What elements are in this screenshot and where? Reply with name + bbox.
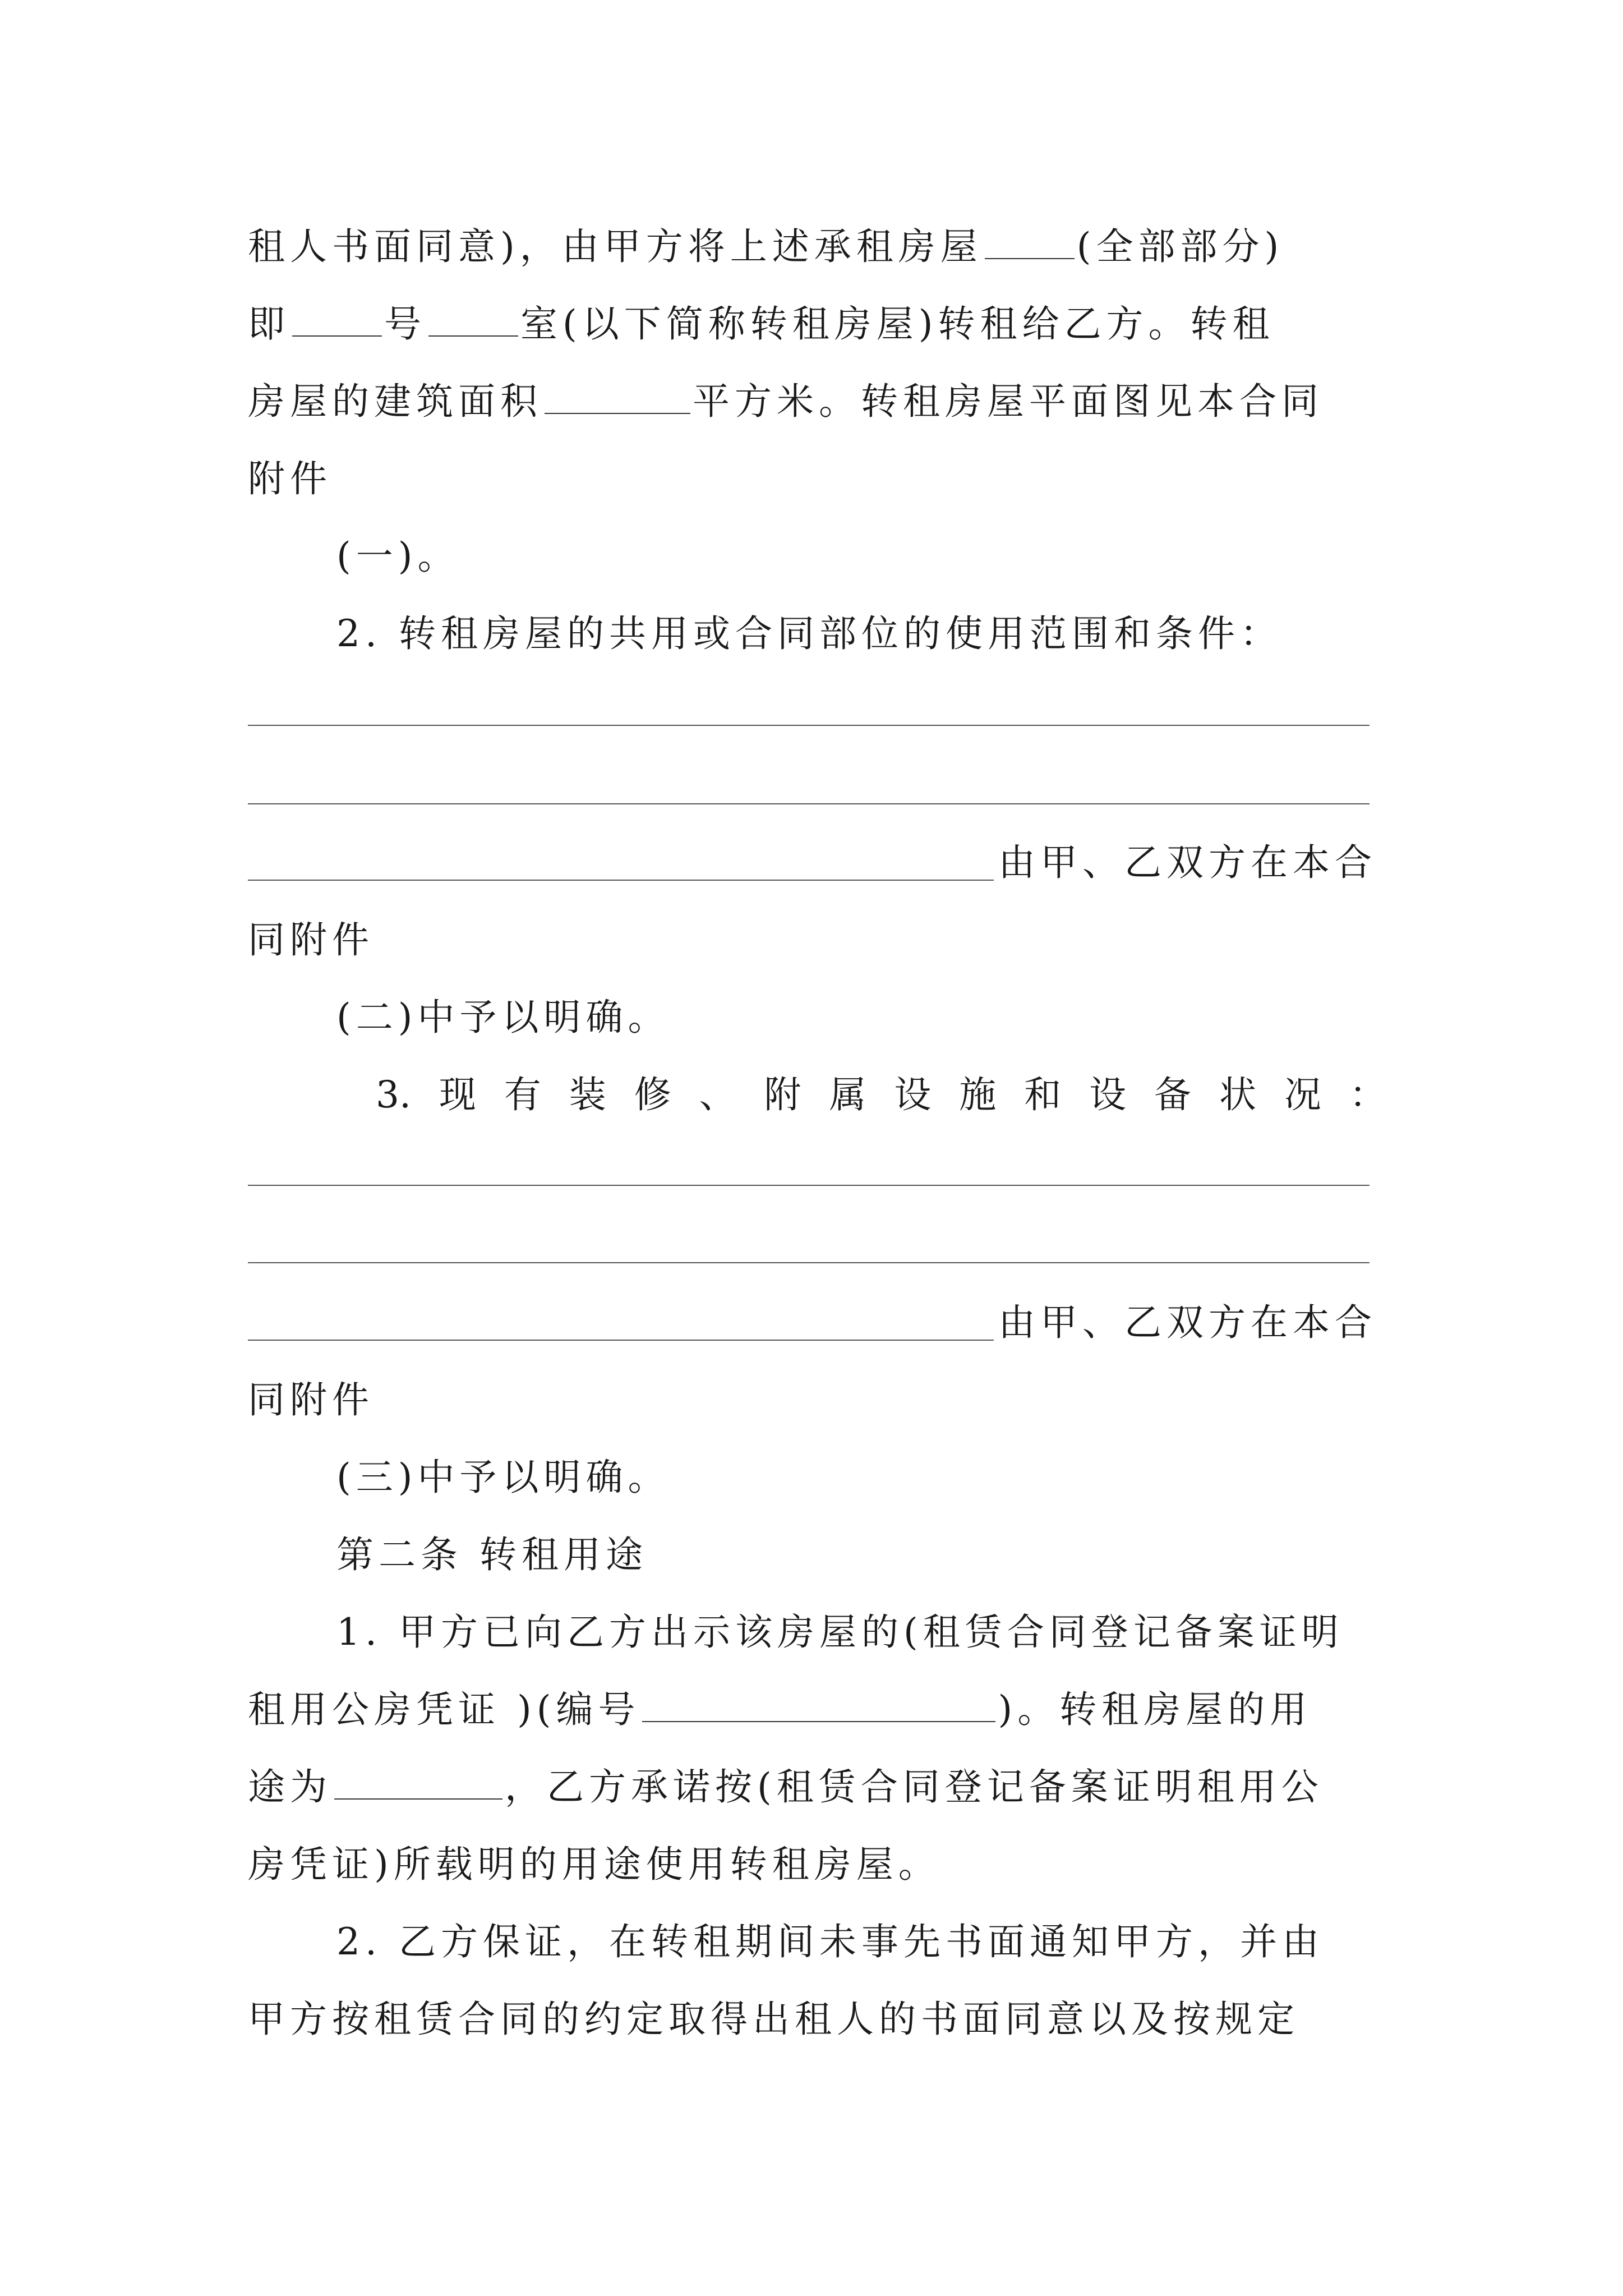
fill-blank xyxy=(545,376,690,414)
blank-rule xyxy=(248,1340,994,1341)
spread-char: 设 xyxy=(1089,1073,1127,1116)
spread-char: 和 xyxy=(1024,1073,1062,1116)
spread-char: 备 xyxy=(1154,1073,1192,1116)
spread-char: 3. xyxy=(376,1073,411,1116)
fill-blank xyxy=(642,1684,995,1722)
section-heading: 第二条 转租用途 xyxy=(336,1533,648,1576)
text-line: 同附件 xyxy=(248,1378,374,1421)
blank-rule xyxy=(248,725,1370,726)
text-segment: 租人书面同意)，由甲方将上述承租房屋 xyxy=(248,225,983,268)
text-line: 1. 甲方已向乙方出示该房屋的(租赁合同登记备案证明 xyxy=(336,1611,1344,1654)
spread-char: 状 xyxy=(1219,1073,1256,1116)
spread-text-line xyxy=(376,1061,1386,1129)
text-line: 2. 乙方保证，在转租期间未事先书面通知甲方，并由 xyxy=(336,1920,1324,1963)
blank-rule xyxy=(248,803,1370,804)
spread-char: 附 xyxy=(764,1073,801,1116)
spread-char: 修 xyxy=(634,1073,671,1116)
text-line: (一)。 xyxy=(336,535,460,578)
blank-rule xyxy=(248,880,994,881)
fill-blank xyxy=(985,221,1075,259)
text-line: (二)中予以明确。 xyxy=(336,996,670,1039)
text-segment: 途为 xyxy=(248,1765,332,1809)
text-line: 由甲、乙双方在本合 xyxy=(998,841,1377,884)
blank-rule xyxy=(248,1185,1370,1186)
text-segment: (全部部分) xyxy=(1076,225,1284,268)
spread-char: 属 xyxy=(829,1073,866,1116)
blank-rule xyxy=(248,1262,1370,1263)
text-segment: 号 xyxy=(384,302,426,346)
text-line: 附件 xyxy=(248,457,332,500)
text-segment: )。转租房屋的用 xyxy=(998,1688,1312,1731)
text-line: 房凭证)所载明的用途使用转租房屋。 xyxy=(248,1843,940,1886)
fill-blank xyxy=(428,298,518,337)
text-line: 由甲、乙双方在本合 xyxy=(998,1301,1377,1344)
text-segment: 房屋的建筑面积 xyxy=(248,380,542,423)
text-segment: 即 xyxy=(248,302,290,346)
spread-char: 装 xyxy=(569,1073,606,1116)
text-line: (三)中予以明确。 xyxy=(336,1456,670,1499)
fill-blank xyxy=(334,1761,502,1800)
fill-blank xyxy=(292,298,382,337)
text-line xyxy=(248,368,1386,435)
spread-char: 有 xyxy=(504,1073,541,1116)
text-line: 同附件 xyxy=(248,918,374,961)
spread-char: 现 xyxy=(439,1073,476,1116)
text-line xyxy=(248,1754,1386,1821)
text-segment: 平方米。转租房屋平面图见本合同 xyxy=(693,380,1324,423)
spread-char: 况 xyxy=(1284,1073,1321,1116)
text-line: 2. 转租房屋的共用或合同部位的使用范围和条件： xyxy=(336,612,1282,655)
text-line xyxy=(248,213,1386,280)
text-line: 甲方按租赁合同的约定取得出租人的书面同意以及按规定 xyxy=(248,1998,1299,2041)
text-segment: ，乙方承诺按(租赁合同登记备案证明租用公 xyxy=(505,1765,1324,1809)
spread-char: 设 xyxy=(894,1073,932,1116)
spread-char: 施 xyxy=(959,1073,997,1116)
spread-char: 、 xyxy=(699,1073,736,1116)
text-line xyxy=(248,291,1386,358)
text-segment: 室(以下简称转租房屋)转租给乙方。转租 xyxy=(520,302,1275,346)
spread-char: ： xyxy=(1349,1073,1386,1116)
text-line xyxy=(248,1676,1386,1743)
text-segment: 租用公房凭证 )(编号 xyxy=(248,1688,640,1731)
